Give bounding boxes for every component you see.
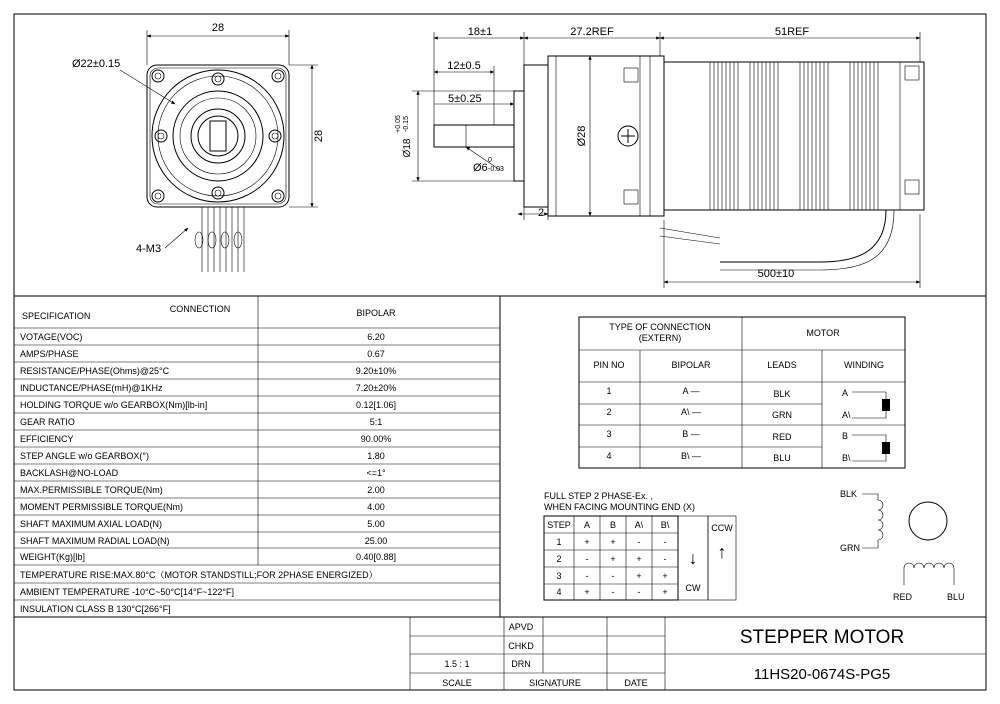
dim-lead-length: 500±10	[757, 268, 795, 280]
spec-full-row: INSULATION CLASS B 130°C[266°F]	[20, 604, 171, 614]
spec-label: HOLDING TORQUE w/o GEARBOX(Nm)[lb-in]	[20, 400, 208, 410]
dim-shaft-tol-lower: -0.03	[488, 166, 504, 173]
wire-label-red: RED	[893, 592, 913, 602]
title-signature: SIGNATURE	[529, 678, 581, 688]
spec-value: 0.40[0.88]	[355, 552, 397, 562]
wire-label-blu: BLU	[947, 592, 965, 602]
title-drn: DRN	[511, 659, 531, 669]
spec-label: STEP ANGLE w/o GEARBOX(°)	[20, 451, 149, 461]
title-apvd: APVD	[508, 622, 534, 632]
step-header: A	[583, 520, 591, 530]
spec-label: VOTAGE(VOC)	[20, 332, 83, 342]
spec-label: MOMENT PERMISSIBLE TORQUE(Nm)	[20, 502, 184, 512]
step-cell: -	[637, 537, 641, 547]
conn-lead: GRN	[772, 410, 792, 420]
spec-label: GEAR RATIO	[20, 417, 75, 427]
cw-arrow-down: ↓	[688, 548, 698, 568]
spec-value: <=1°	[366, 468, 386, 478]
spec-value: 0.67	[367, 349, 385, 359]
dim-mount-holes: 4-M3	[136, 243, 162, 255]
spec-value: 7.20±20%	[355, 383, 397, 393]
spec-label: AMPS/PHASE	[20, 349, 79, 359]
spec-label: INDUCTANCE/PHASE(mH)@1KHz	[20, 383, 163, 393]
spec-value: 2.00	[367, 485, 385, 495]
spec-value: 5:1	[369, 417, 383, 427]
dim-boss-tol-upper: +0.05	[395, 115, 402, 133]
conn-winding: A\	[842, 410, 851, 420]
step-caption-line1: FULL STEP 2 PHASE-Ex. ,	[544, 491, 654, 501]
spec-value: 0.12[1.06]	[355, 400, 397, 410]
spec-label: SHAFT MAXIMUM AXIAL LOAD(N)	[20, 519, 163, 529]
step-cell: -	[637, 587, 641, 597]
conn-header-extern: (EXTERN)	[638, 333, 682, 343]
dim-body-diameter: Ø28	[576, 125, 588, 147]
title-scale-value: 1.5 : 1	[444, 659, 470, 669]
dim-shaft-length: 18±1	[467, 26, 493, 38]
step-header: STEP	[547, 520, 571, 530]
conn-col-leads: LEADS	[767, 360, 797, 370]
step-cell: +	[610, 554, 616, 564]
spec-label: SHAFT MAXIMUM RADIAL LOAD(N)	[20, 536, 170, 546]
dim-pilot-diameter: Ø22±0.15	[72, 58, 121, 70]
step-cell: +	[662, 587, 668, 597]
spec-header-bipolar: BIPOLAR	[356, 308, 396, 318]
ccw-arrow-up: ↑	[717, 542, 727, 562]
conn-bipolar: B —	[682, 429, 700, 439]
step-cell: -	[611, 587, 615, 597]
title-chkd: CHKD	[508, 641, 534, 651]
conn-lead: BLU	[773, 453, 791, 463]
spec-label: BACKLASH@NO-LOAD	[20, 468, 119, 478]
wiring-diagram	[862, 494, 954, 585]
conn-winding: B\	[842, 453, 851, 463]
drawing-title: STEPPER MOTOR	[739, 627, 905, 648]
dim-flat-length: 12±0.5	[447, 60, 481, 72]
spec-value: 5.00	[367, 519, 385, 529]
conn-winding: B	[842, 431, 849, 441]
step-cell: +	[662, 571, 668, 581]
step-cell: +	[636, 554, 642, 564]
spec-label: WEIGHT(Kg)[lb]	[20, 552, 86, 562]
dim-front-width: 28	[211, 22, 225, 34]
dim-motor-length: 51REF	[774, 26, 810, 38]
step-cell: -	[611, 571, 615, 581]
conn-pin: 2	[606, 407, 612, 417]
step-cell: 2	[556, 554, 562, 564]
step-caption-line2: WHEN FACING MOUNTING END (X)	[544, 502, 695, 512]
spec-label: RESISTANCE/PHASE(Ohms)@25°C	[20, 366, 170, 376]
dim-shaft-tol-upper: 0	[488, 157, 492, 164]
spec-header-connection: CONNECTION	[169, 304, 231, 314]
spec-value: 6.20	[367, 332, 385, 342]
front-view	[120, 30, 318, 272]
conn-winding: A	[842, 388, 849, 398]
wire-label-grn: GRN	[840, 543, 860, 553]
conn-col-bipolar: BIPOLAR	[671, 360, 711, 370]
dim-boss-diameter: Ø18	[402, 138, 413, 158]
step-cell: -	[663, 554, 667, 564]
spec-value: 25.00	[364, 536, 388, 546]
step-cell: +	[584, 587, 590, 597]
dim-front-height: 28	[313, 129, 325, 143]
dim-shaft-diameter: Ø6	[473, 162, 488, 174]
spec-full-row: TEMPERATURE RISE:MAX.80°C（MOTOR STANDSTILL;FOR 2PHASE ENERGIZED）	[20, 570, 378, 580]
spec-label: EFFICIENCY	[20, 434, 74, 444]
step-cell: -	[663, 537, 667, 547]
spec-value: 90.00%	[360, 434, 392, 444]
spec-value: 9.20±10%	[355, 366, 397, 376]
step-cell: 1	[556, 537, 562, 547]
conn-col-winding: WINDING	[844, 360, 884, 370]
conn-pin: 4	[606, 451, 612, 461]
title-scale-label: SCALE	[442, 678, 472, 688]
step-cell: -	[585, 571, 589, 581]
dim-boss-tol-lower: -0.15	[403, 116, 410, 132]
connection-table-grid	[579, 317, 905, 468]
step-cell: +	[636, 571, 642, 581]
conn-pin: 3	[606, 429, 612, 439]
dim-flange: 2	[538, 207, 545, 219]
dim-gearbox-length: 27.2REF	[570, 26, 614, 38]
step-header: A\	[634, 520, 644, 530]
conn-bipolar: A —	[682, 386, 700, 396]
conn-col-pin: PIN NO	[593, 360, 625, 370]
conn-header-motor: MOTOR	[806, 328, 840, 338]
step-cell: -	[585, 554, 589, 564]
spec-label: MAX.PERMISSIBLE TORQUE(Nm)	[20, 485, 163, 495]
title-date: DATE	[624, 678, 648, 688]
spec-value: 1.80	[367, 451, 385, 461]
step-header: B\	[660, 520, 670, 530]
ccw-label: CCW	[711, 523, 733, 533]
spec-value: 4.00	[367, 502, 385, 512]
conn-lead: RED	[772, 432, 792, 442]
conn-pin: 1	[606, 386, 612, 396]
conn-bipolar: A\ —	[680, 407, 702, 417]
spec-table-grid	[14, 296, 500, 600]
step-header: B	[609, 520, 617, 530]
conn-header-type: TYPE OF CONNECTION	[609, 322, 711, 332]
conn-lead: BLK	[773, 389, 791, 399]
step-cell: +	[610, 537, 616, 547]
wire-label-blk: BLK	[840, 489, 858, 499]
conn-bipolar: B\ —	[680, 451, 702, 461]
part-number: 11HS20-0674S-PG5	[753, 666, 891, 683]
spec-header-specification: SPECIFICATION	[22, 311, 91, 321]
dim-boss-length: 5±0.25	[448, 93, 482, 105]
step-cell: +	[584, 537, 590, 547]
step-cell: 4	[556, 587, 562, 597]
spec-full-row: AMBIENT TEMPERATURE -10°C~50°C[14°F~122°F]	[20, 587, 234, 597]
cw-label: CW	[685, 583, 701, 593]
step-cell: 3	[556, 571, 562, 581]
